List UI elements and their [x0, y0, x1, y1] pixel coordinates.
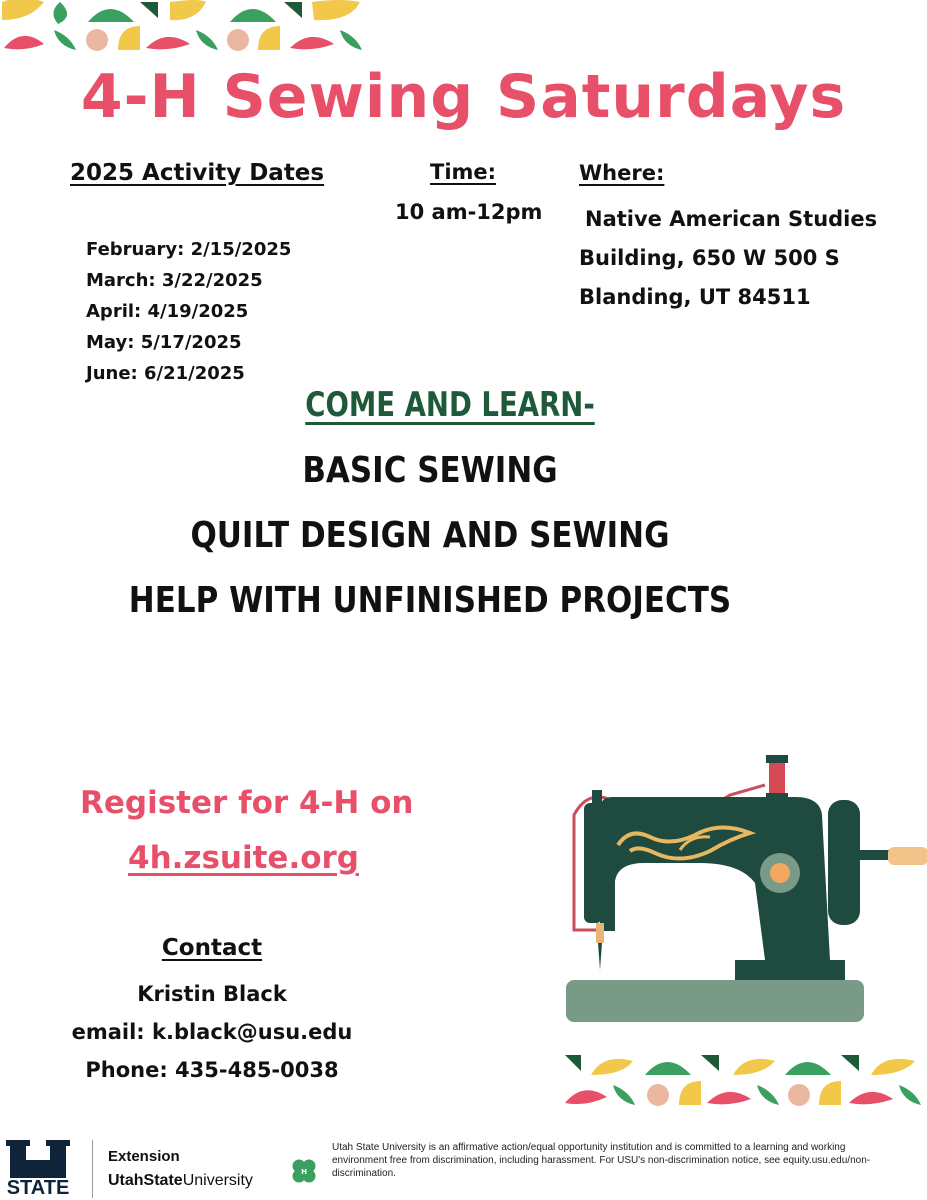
contact-name: Kristin Black: [137, 982, 287, 1006]
date-item: March: 3/22/2025: [86, 270, 263, 291]
learn-item: HELP WITH UNFINISHED PROJECTS: [128, 580, 732, 621]
date-item: June: 6/21/2025: [86, 363, 245, 384]
register-text: Register for 4-H on: [80, 785, 414, 821]
university-rest: University: [182, 1172, 253, 1189]
footer-divider: [92, 1140, 93, 1198]
logo-text: STATE: [6, 1177, 70, 1198]
four-h-clover-icon: [289, 1156, 319, 1186]
address-line: Building, 650 W 500 S: [579, 246, 840, 270]
contact-details: [0, 975, 424, 1089]
activity-dates-list: [86, 234, 291, 389]
university-bold: UtahState: [108, 1172, 183, 1189]
date-item: February: 2/15/2025: [86, 239, 292, 260]
usu-block-u-logo: [0, 1138, 80, 1198]
university-name: [108, 1172, 253, 1190]
sewing-machine-icon: [560, 755, 927, 1030]
contact-phone[interactable]: Phone: 435-485-0038: [85, 1058, 339, 1082]
page-title: 4-H Sewing Saturdays: [80, 62, 847, 132]
address-line: Blanding, UT 84511: [579, 285, 811, 309]
time-value: 10 am-12pm: [395, 200, 543, 224]
come-and-learn-heading: COME AND LEARN-: [305, 385, 595, 425]
activity-dates-heading: 2025 Activity Dates: [70, 160, 325, 186]
date-item: May: 5/17/2025: [86, 332, 242, 353]
where-address: [579, 200, 877, 317]
learn-item: QUILT DESIGN AND SEWING: [190, 515, 670, 556]
register-link[interactable]: 4h.zsuite.org: [128, 840, 360, 876]
top-decorative-border: [0, 0, 370, 60]
address-line: Native American Studies: [585, 207, 878, 231]
contact-email[interactable]: email: k.black@usu.edu: [71, 1020, 353, 1044]
contact-heading: Contact: [161, 935, 263, 961]
extension-label: Extension: [108, 1148, 180, 1165]
bottom-decorative-border: [563, 1053, 927, 1109]
learn-item: BASIC SEWING: [302, 450, 558, 491]
where-heading: Where:: [579, 161, 665, 185]
date-item: April: 4/19/2025: [86, 301, 249, 322]
time-heading: Time:: [430, 160, 497, 184]
svg-text:H: H: [301, 1168, 307, 1176]
non-discrimination-notice: Utah State University is an affirmative action/equal opportunity institution and is committed to a learning and working environment free from discrimination, including harassment. For USU's non-discrimination notice, see equity.usu.edu/non-discrimination.: [332, 1142, 871, 1179]
